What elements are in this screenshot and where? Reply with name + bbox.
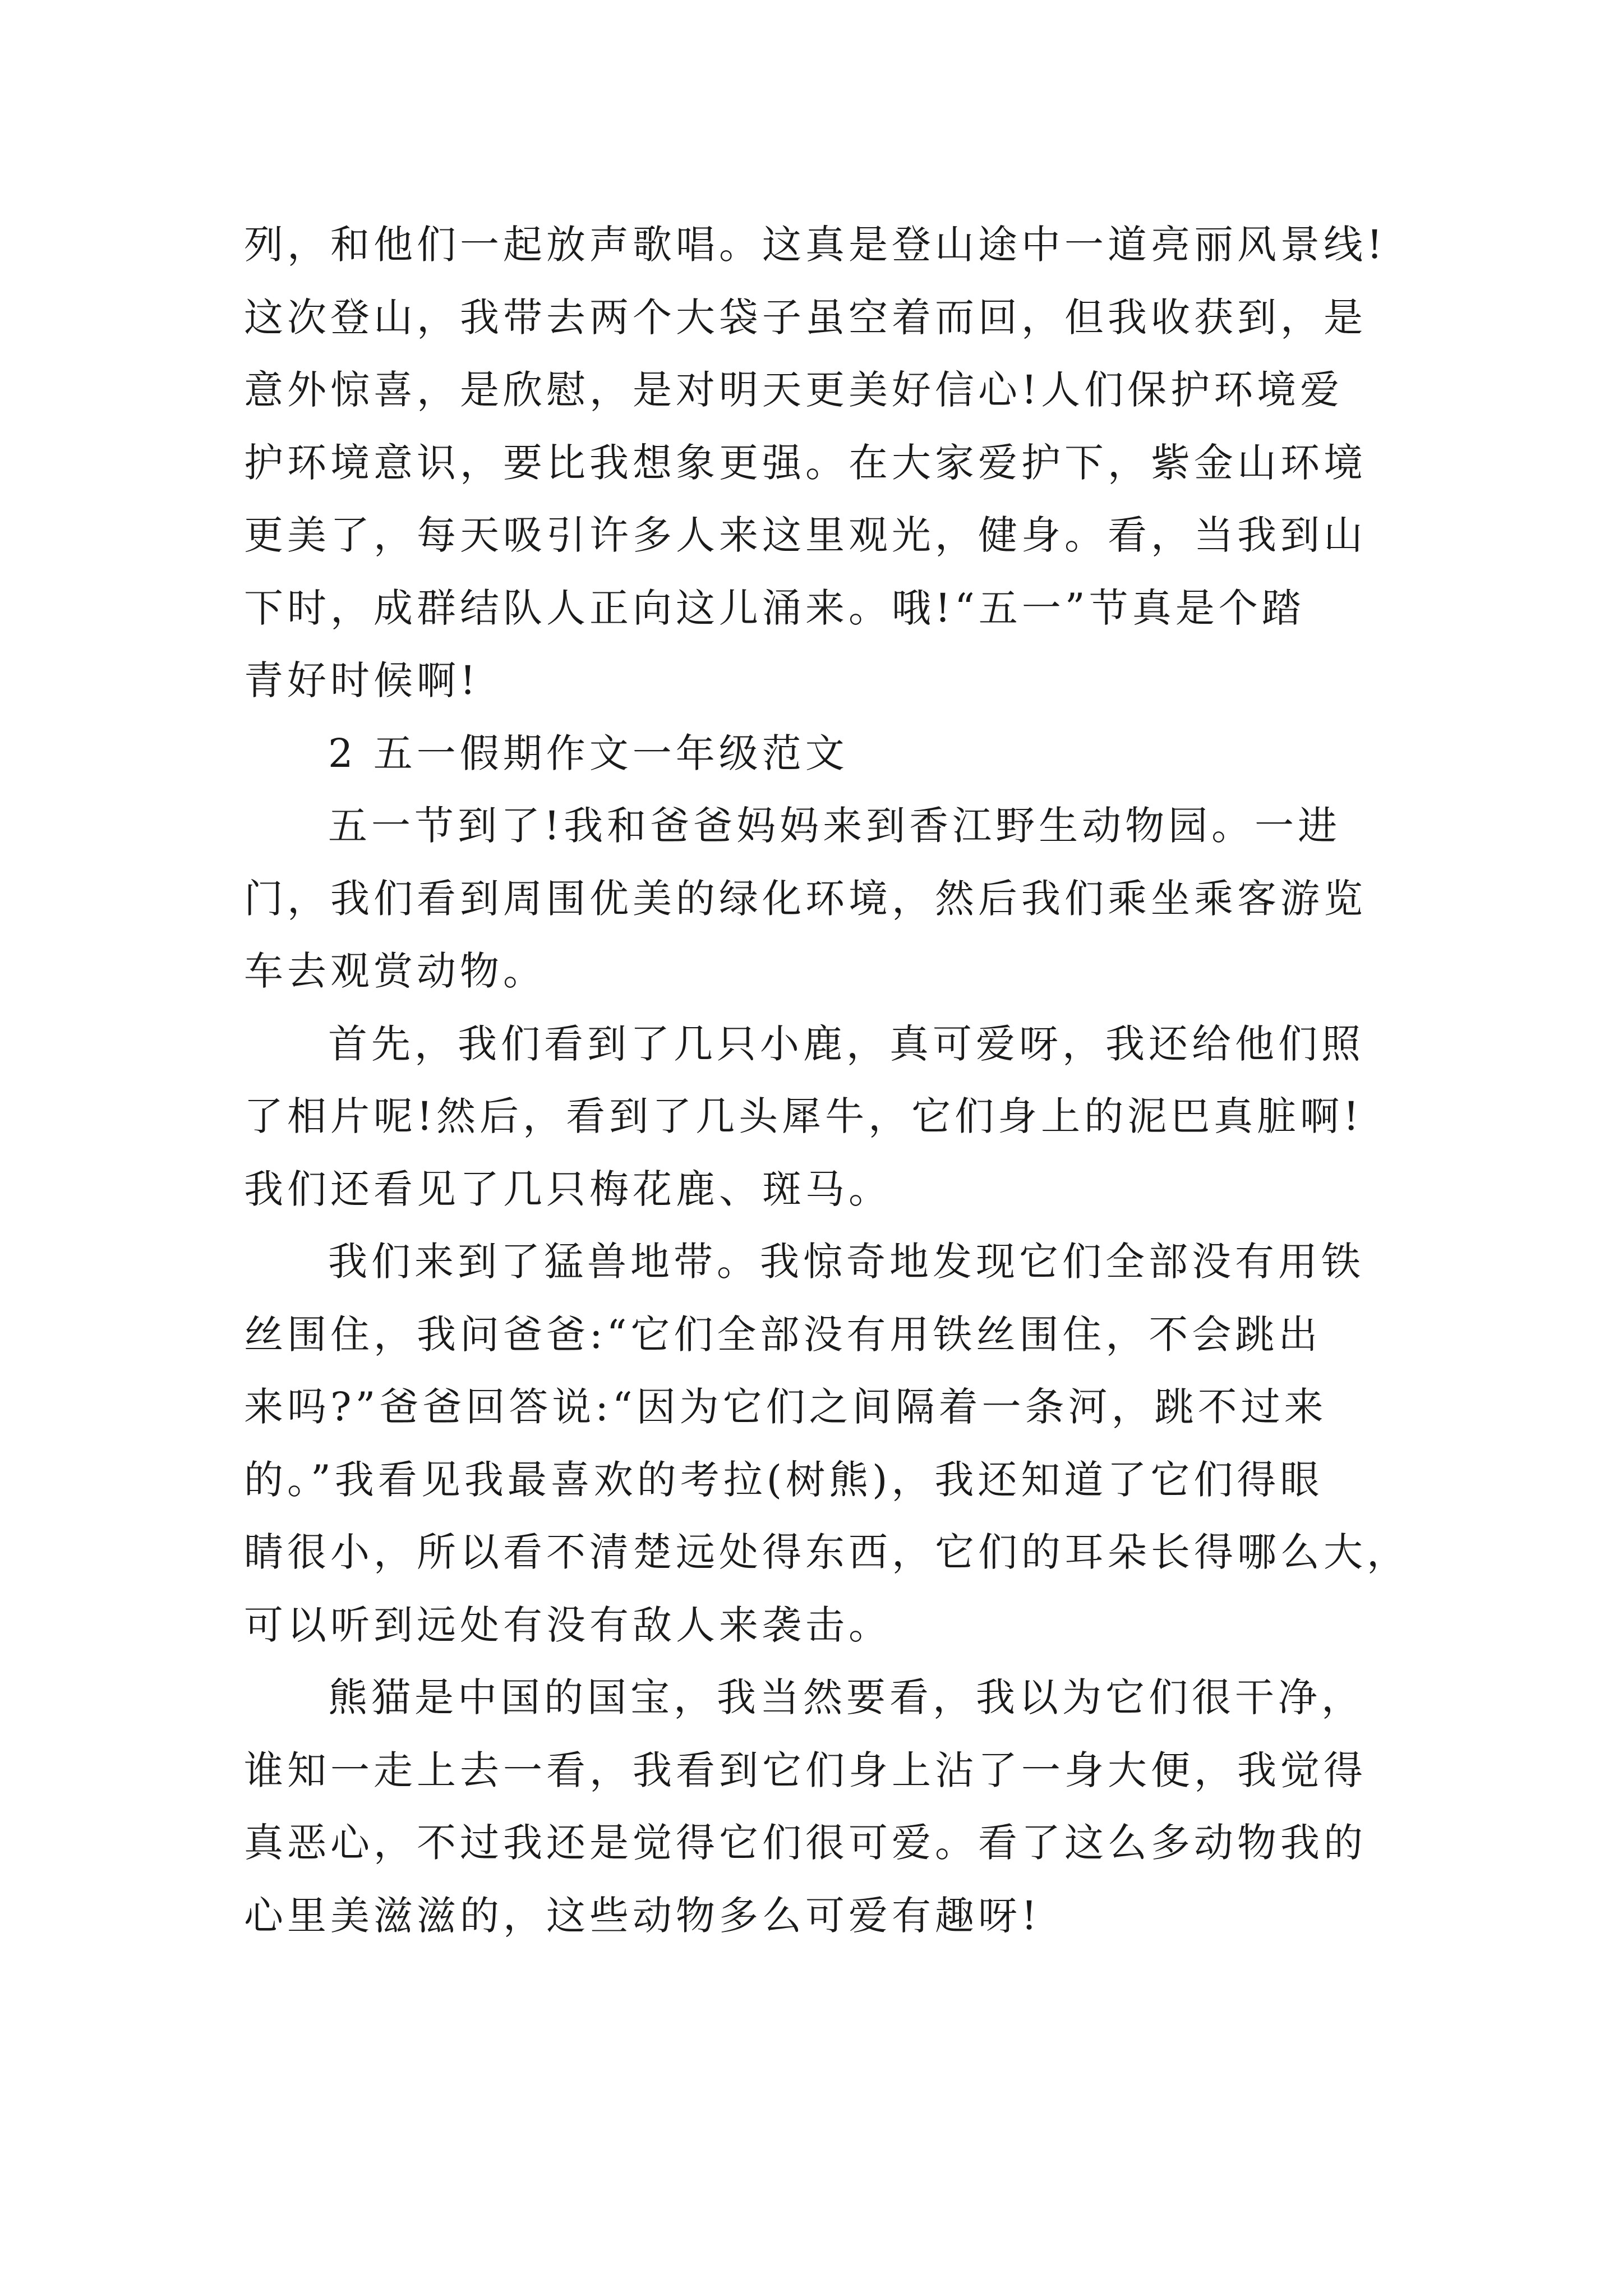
text-line: 首先，我们看到了几只小鹿，真可爱呀，我还给他们照 [328,1020,1364,1067]
text-line: 可以听到远处有没有敌人来袭击。 [244,1602,892,1648]
text-line: 丝围住，我问爸爸:“它们全部没有用铁丝围住，不会跳出 [244,1311,1322,1358]
text-line: 真恶心，不过我还是觉得它们很可爱。看了这么多动物我的 [244,1820,1367,1866]
text-line: 这次登山，我带去两个大袋子虽空着而回，但我收获到，是 [244,294,1367,341]
text-line: 五一节到了!我和爸爸妈妈来到香江野生动物园。一进 [328,803,1341,849]
text-line: 门，我们看到周围优美的绿化环境，然后我们乘坐乘客游览 [244,875,1367,922]
text-line: 青好时候啊! [244,657,480,703]
text-line: 我们来到了猛兽地带。我惊奇地发现它们全部没有用铁 [328,1239,1364,1285]
text-line: 列，和他们一起放声歌唱。这真是登山途中一道亮丽风景线! [244,222,1387,268]
document-body [244,209,1410,1952]
paragraph-4 [244,1662,1382,1952]
section-heading: 2 五一假期作文一年级范文 [328,730,849,776]
paragraph-2 [244,1008,1382,1226]
text-line: 来吗?”爸爸回答说:“因为它们之间隔着一条河，跳不过来 [244,1384,1327,1430]
paragraph-3 [244,1226,1410,1662]
text-line: 睛很小，所以看不清楚远处得东西，它们的耳朵长得哪么大， [244,1529,1410,1575]
text-line: 心里美滋滋的，这些动物多么可爱有趣呀! [244,1892,1041,1939]
text-line: 了相片呢!然后，看到了几头犀牛，它们身上的泥巴真脏啊! [244,1093,1363,1139]
continued-paragraph [244,209,1387,717]
paragraph-1 [244,790,1382,1008]
text-line: 的。”我看见我最喜欢的考拉(树熊)，我还知道了它们得眼 [244,1456,1324,1503]
text-line: 熊猫是中国的国宝，我当然要看，我以为它们很干净， [328,1674,1364,1720]
text-line: 下时，成群结队人正向这儿涌来。哦!“五一”节真是个踏 [244,585,1305,631]
text-line: 我们还看见了几只梅花鹿、斑马。 [244,1166,892,1212]
text-line: 护环境意识，要比我想象更强。在大家爱护下，紫金山环境 [244,439,1367,486]
text-line: 更美了，每天吸引许多人来这里观光，健身。看，当我到山 [244,512,1367,558]
text-line: 车去观赏动物。 [244,948,546,994]
text-line: 谁知一走上去一看，我看到它们身上沾了一身大便，我觉得 [244,1747,1367,1793]
text-line: 意外惊喜，是欣慰，是对明天更美好信心!人们保护环境爱 [244,367,1344,413]
